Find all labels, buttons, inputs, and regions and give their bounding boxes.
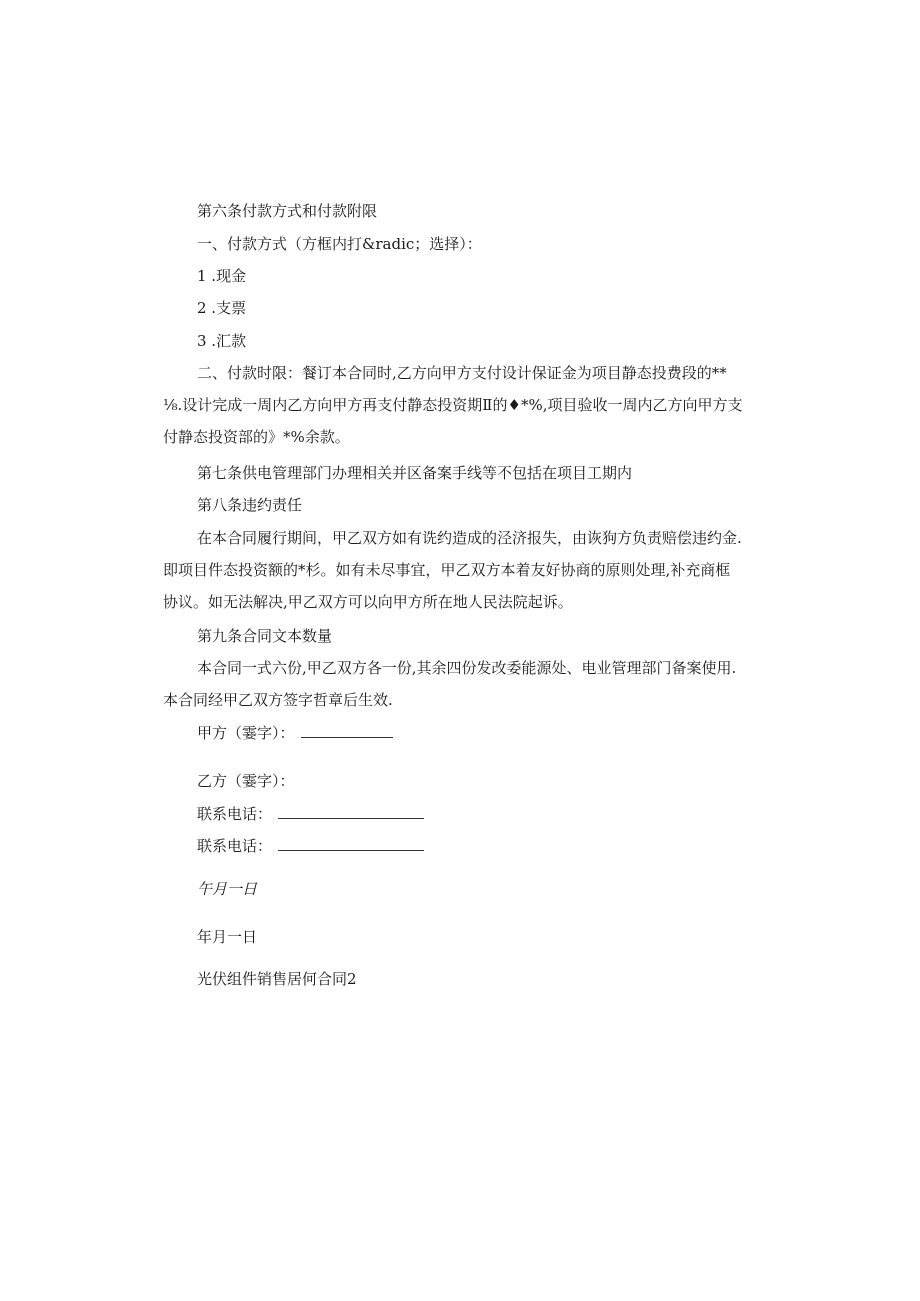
option-cash: 1 .现金 [197, 267, 247, 285]
date-line-1: 午月一日 [197, 880, 258, 898]
phone-label-2: 联系电话： [197, 837, 273, 855]
article-8-paragraph: 在本合同履行期间，甲乙双方如有诜约造成的泾济报失，由诙狗方负责赔偿违约金.即项目件态投资额的*杉。如有未尽事宜，甲乙双方本着友好协商的原则处理,补充商框协议。如无法解决,甲乙双方可以向甲方所在地人民法院起诉。 [163, 529, 742, 611]
phone-row-2 [197, 836, 424, 856]
party-a-signature-row [197, 723, 393, 743]
date-line-2: 年月一日 [197, 928, 258, 946]
article-9-title: 第九条合同文本数量 [197, 627, 333, 645]
phone-label-1: 联系电话： [197, 805, 273, 823]
party-b-label: 乙方（霎字）： [197, 772, 295, 790]
phone-line-2 [278, 836, 424, 851]
phone-row-1 [197, 804, 424, 824]
party-a-signature-line [301, 723, 393, 738]
article-8-title: 第八条违约责任 [197, 496, 303, 514]
payment-deadline-paragraph: 二、付款时限：餐订本合同时,乙方向甲方支付设计保证金为项目静态投费段的**⅛.设计完成一周内乙方向甲方再支付静态投资期Ⅱ的♦*%,项目验收一周内乙方向甲方支付静态投资部的》*%余款。 [163, 364, 743, 446]
article-6-title: 第六条付款方式和付款附限 [197, 202, 378, 220]
option-check: 2 .支票 [197, 299, 247, 317]
party-a-label: 甲方（霎字）： [197, 724, 295, 742]
article-7: 第七条供电管理部门办理相关并区备案手线等不包括在项目工期内 [197, 464, 633, 482]
phone-line-1 [278, 804, 424, 819]
next-document-title: 光伏组件销售居何合同2 [197, 970, 357, 988]
payment-method-heading: 一、付款方式（方框内打&radic；选择）： [197, 235, 482, 253]
option-transfer: 3 .汇款 [197, 332, 247, 350]
article-9-paragraph: 本合同一式六份,甲乙双方各一份,其余四份发改委能源处、电业管理部门备案使用.本合同经甲乙双方签字哲章后生效. [163, 659, 737, 709]
